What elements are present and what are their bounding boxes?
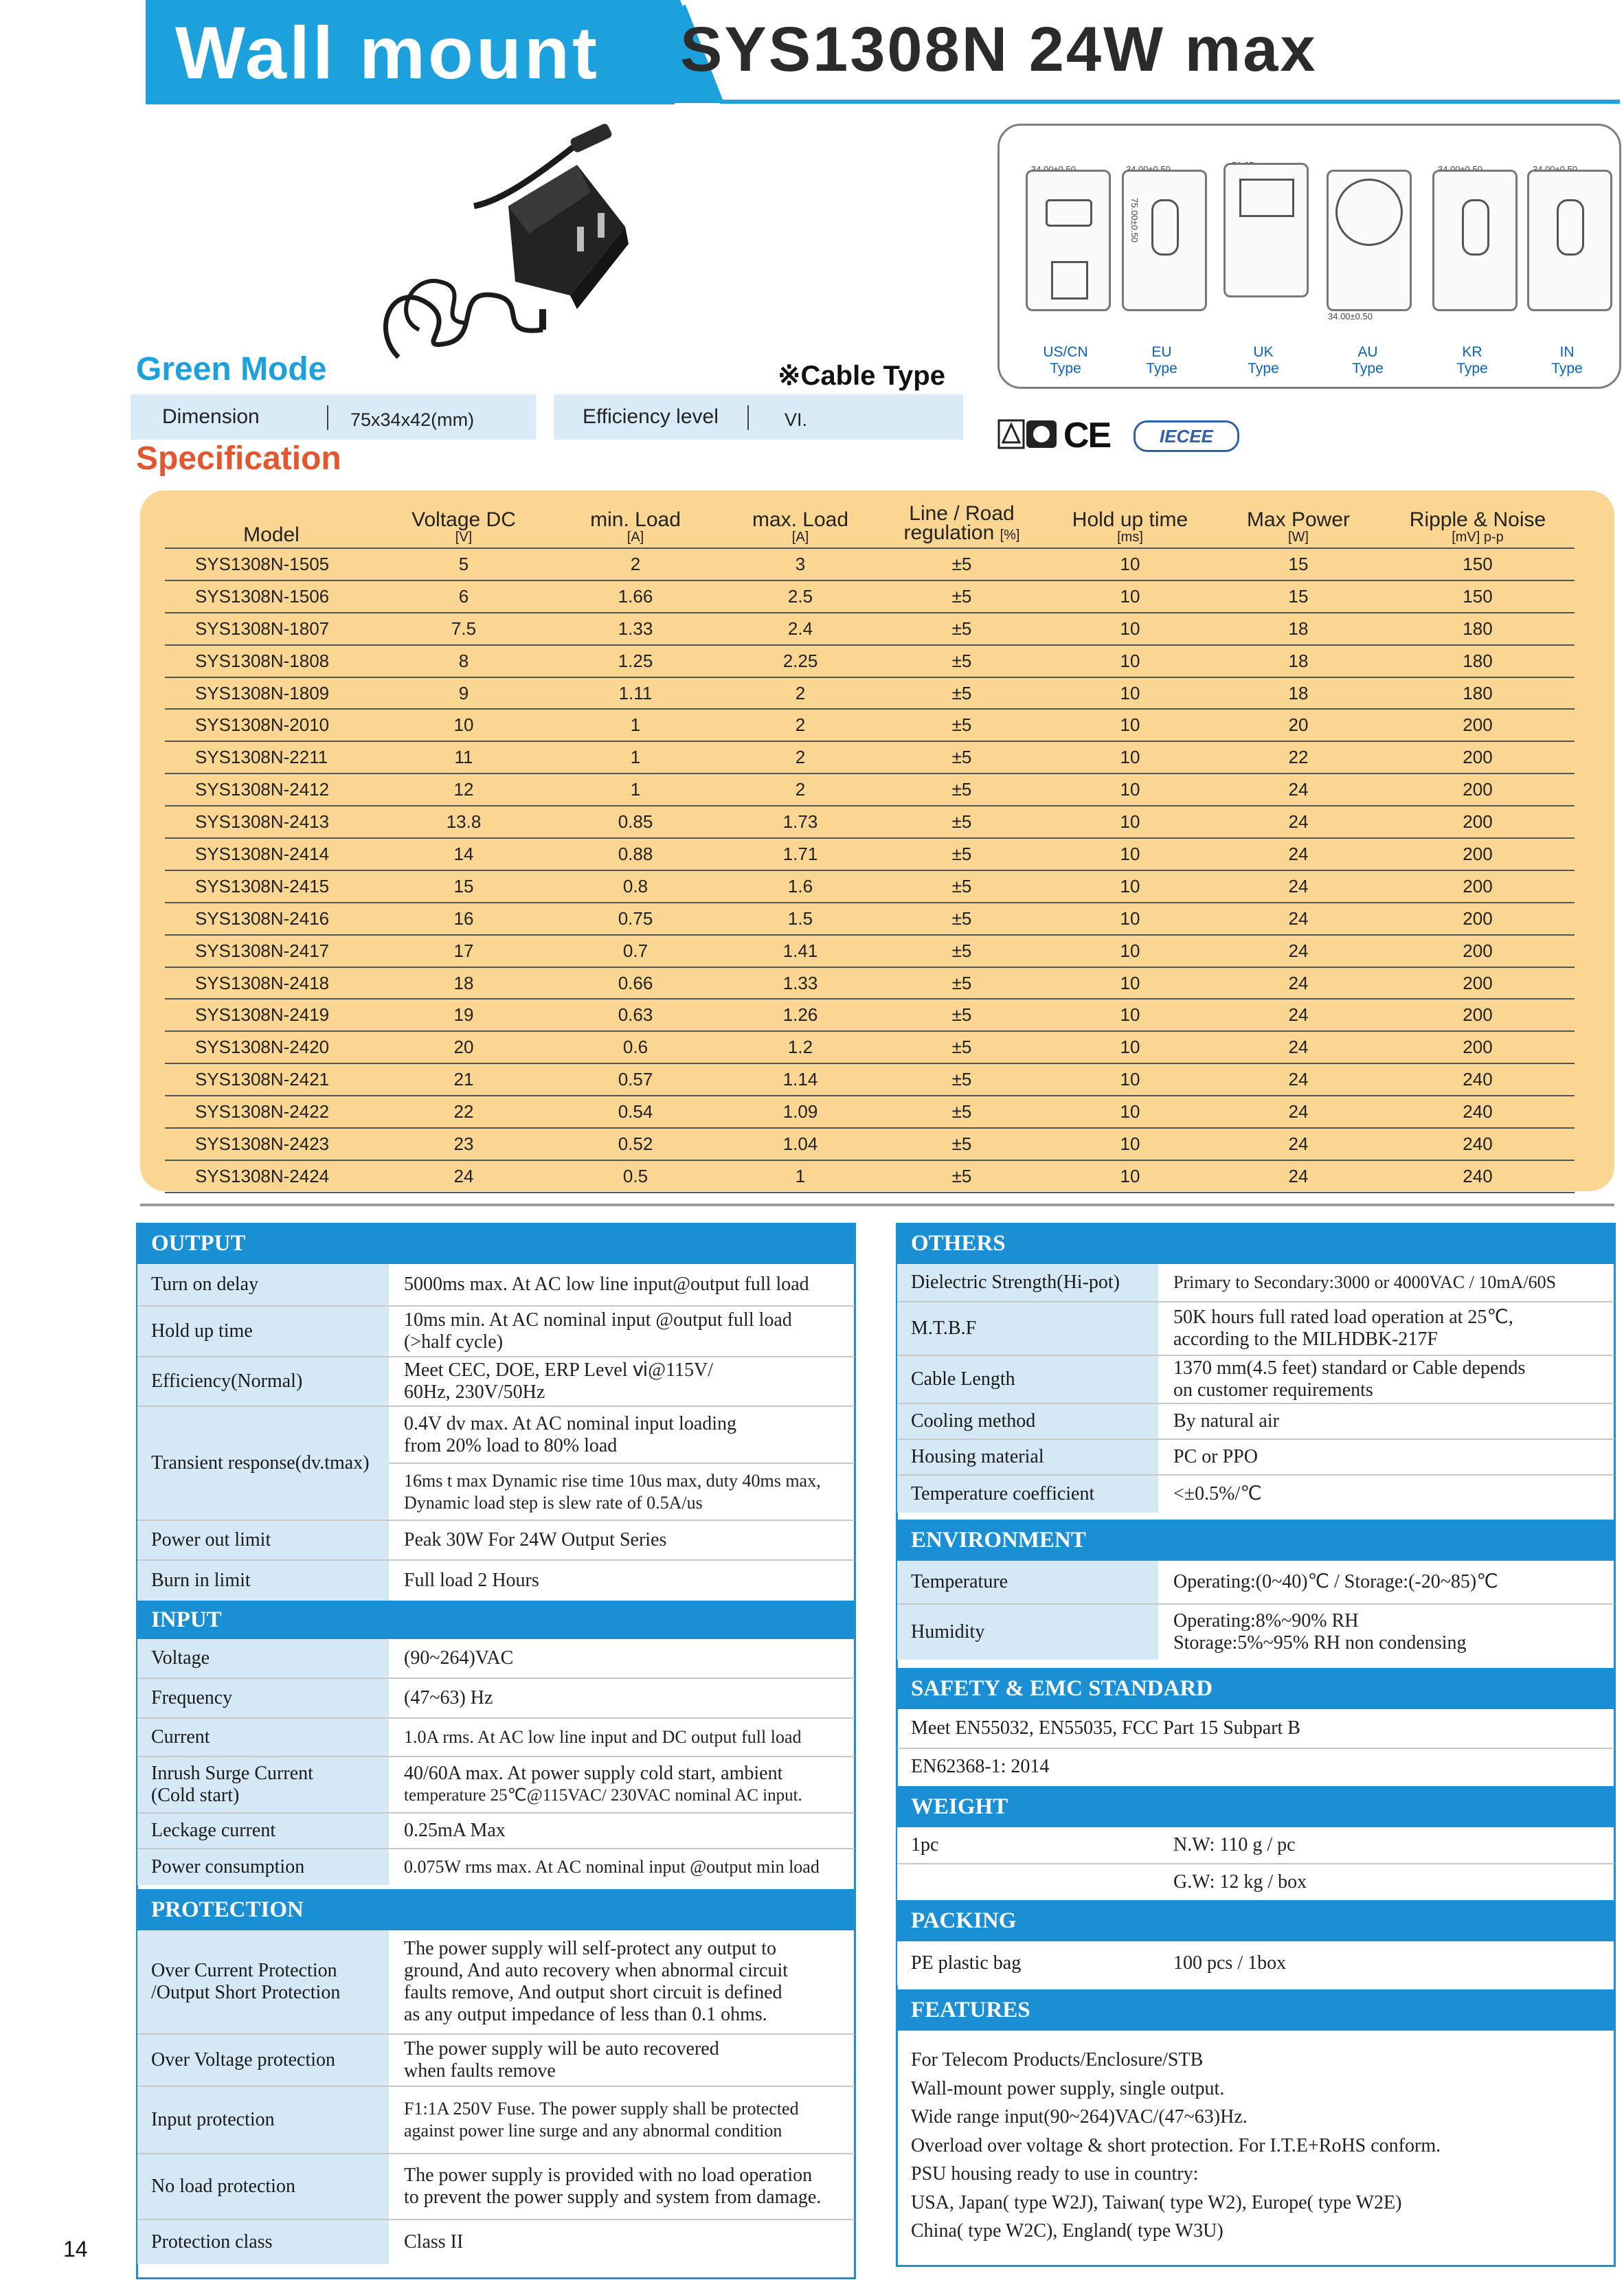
table-cell: 10 bbox=[1044, 774, 1216, 806]
features-section bbox=[897, 1989, 1614, 2246]
table-cell: 200 bbox=[1381, 870, 1575, 903]
table-cell: 200 bbox=[1381, 709, 1575, 741]
table-cell: ±5 bbox=[879, 1063, 1044, 1096]
table-cell: ±5 bbox=[879, 903, 1044, 935]
feature-item: USA, Japan( type W2J), Taiwan( type W2), Europe( type W2E) bbox=[911, 2191, 1402, 2213]
dimension-label: Dimension bbox=[162, 405, 260, 428]
table-cell: 0.88 bbox=[550, 838, 721, 870]
feature-item: China( type W2C), England( type W3U) bbox=[911, 2220, 1223, 2242]
table-row: Protection class Class II bbox=[137, 2220, 855, 2264]
table-cell: 13.8 bbox=[378, 806, 550, 838]
environment-heading: ENVIRONMENT bbox=[897, 1520, 1614, 1561]
table-row: Temperature coefficient <±0.5%/℃ bbox=[897, 1476, 1614, 1513]
table-row bbox=[165, 709, 1575, 741]
table-cell: ±5 bbox=[879, 806, 1044, 838]
table-cell: 24 bbox=[1216, 1160, 1381, 1193]
table-cell: SYS1308N-2422 bbox=[165, 1096, 378, 1128]
output-heading: OUTPUT bbox=[137, 1223, 855, 1264]
table-row bbox=[165, 677, 1575, 710]
specification-table bbox=[165, 500, 1575, 1193]
table-row: Burn in limit Full load 2 Hours bbox=[137, 1561, 855, 1601]
table-row bbox=[165, 774, 1575, 806]
col-header-max-load: max. Load [A] bbox=[721, 500, 879, 548]
plug-label-kr: KR Type bbox=[1456, 344, 1488, 376]
table-row bbox=[165, 1031, 1575, 1063]
table-cell: 0.85 bbox=[550, 806, 721, 838]
table-row: Input protection F1:1A 250V Fuse. The power supply shall be protected against power line surge and any abnormal condition bbox=[137, 2087, 855, 2154]
table-cell: 10 bbox=[1044, 935, 1216, 967]
table-cell: ±5 bbox=[879, 838, 1044, 870]
table-cell: 10 bbox=[378, 709, 550, 741]
table-row: Hold up time 10ms min. At AC nominal input @output full load (>half cycle) bbox=[137, 1307, 855, 1357]
table-row: 1pc N.W: 110 g / pc bbox=[897, 1827, 1614, 1864]
feature-item: For Telecom Products/Enclosure/STB bbox=[911, 2049, 1204, 2070]
table-cell: 7.5 bbox=[378, 613, 550, 645]
table-cell: 24 bbox=[1216, 774, 1381, 806]
table-cell: 24 bbox=[1216, 1031, 1381, 1063]
table-cell: 15 bbox=[1216, 548, 1381, 580]
table-cell: SYS1308N-1809 bbox=[165, 677, 378, 710]
plug-label-us-cn: US/CN Type bbox=[1043, 344, 1088, 376]
table-cell: 23 bbox=[378, 1128, 550, 1160]
table-cell: 10 bbox=[1044, 709, 1216, 741]
table-cell: ±5 bbox=[879, 645, 1044, 677]
safety-section bbox=[897, 1668, 1614, 1785]
table-cell: 20 bbox=[378, 1031, 550, 1063]
table-row: Temperature Operating:(0~40)℃ / Storage:(-20~85)℃ bbox=[897, 1561, 1614, 1605]
us-cn-plug-drawing bbox=[1026, 170, 1111, 311]
table-cell: ±5 bbox=[879, 1160, 1044, 1193]
iecee-logo: IECEE bbox=[1134, 420, 1239, 452]
table-cell: 1 bbox=[721, 1160, 879, 1193]
features-heading: FEATURES bbox=[897, 1989, 1614, 2031]
col-header-max-power: Max Power [W] bbox=[1216, 500, 1381, 548]
table-cell: 200 bbox=[1381, 838, 1575, 870]
weight-heading: WEIGHT bbox=[897, 1786, 1614, 1827]
table-cell: SYS1308N-1808 bbox=[165, 645, 378, 677]
table-cell: 10 bbox=[1044, 1128, 1216, 1160]
table-cell: SYS1308N-1807 bbox=[165, 613, 378, 645]
table-cell: 1.2 bbox=[721, 1031, 879, 1063]
feature-item: Overload over voltage & short protection. For I.T.E+RoHS conform. bbox=[911, 2134, 1441, 2156]
table-cell: 200 bbox=[1381, 967, 1575, 1000]
output-section bbox=[137, 1223, 855, 1601]
table-cell: 1.73 bbox=[721, 806, 879, 838]
table-row: Turn on delay 5000ms max. At AC low line input@output full load bbox=[137, 1264, 855, 1307]
table-cell: 10 bbox=[1044, 1063, 1216, 1096]
table-row: G.W: 12 kg / box bbox=[897, 1864, 1614, 1900]
efficiency-box bbox=[554, 394, 963, 440]
dimension-box bbox=[131, 394, 536, 440]
table-cell: 24 bbox=[1216, 870, 1381, 903]
table-row: M.T.B.F 50K hours full rated load operation at 25℃, according to the MILHDBK-217F bbox=[897, 1302, 1614, 1356]
safety-line: EN62368-1: 2014 bbox=[911, 1756, 1050, 1777]
table-cell: 180 bbox=[1381, 645, 1575, 677]
table-row: Current 1.0A rms. At AC low line input and DC output full load bbox=[137, 1719, 855, 1757]
protection-section bbox=[137, 1889, 855, 2264]
table-cell: 240 bbox=[1381, 1096, 1575, 1128]
table-cell: ±5 bbox=[879, 741, 1044, 774]
page-title: Wall mount bbox=[175, 11, 600, 94]
table-cell: 1.11 bbox=[550, 677, 721, 710]
table-cell: 10 bbox=[1044, 870, 1216, 903]
table-cell: 10 bbox=[1044, 999, 1216, 1031]
table-cell: 24 bbox=[1216, 806, 1381, 838]
table-cell: 18 bbox=[1216, 645, 1381, 677]
table-cell: 150 bbox=[1381, 548, 1575, 580]
table-cell: 1.25 bbox=[550, 645, 721, 677]
table-row bbox=[165, 903, 1575, 935]
table-cell: ±5 bbox=[879, 870, 1044, 903]
uk-plug-drawing bbox=[1223, 163, 1309, 297]
table-cell: 24 bbox=[1216, 1096, 1381, 1128]
table-cell: 1.71 bbox=[721, 838, 879, 870]
table-cell: SYS1308N-2417 bbox=[165, 935, 378, 967]
table-cell: 2 bbox=[550, 548, 721, 580]
col-header-regulation: Line / Road regulation [%] bbox=[879, 500, 1044, 548]
feature-item: Wide range input(90~264)VAC/(47~63)Hz. bbox=[911, 2106, 1248, 2127]
specification-heading: Specification bbox=[136, 440, 341, 477]
table-row: Leckage current 0.25mA Max bbox=[137, 1814, 855, 1849]
table-cell: 18 bbox=[1216, 613, 1381, 645]
table-row: Over Current Protection /Output Short Protection The power supply will self-protect any output to ground, And auto recovery when abnormal circuit faults remove, And output short circuit is defined as any output impedance of less than 0.1 ohms. bbox=[137, 1930, 855, 2035]
plug-label-in: IN Type bbox=[1551, 344, 1583, 376]
table-row: No load protection The power supply is provided with no load operation to prevent the power supply and system from damage. bbox=[137, 2154, 855, 2220]
table-cell: 180 bbox=[1381, 677, 1575, 710]
efficiency-label: Efficiency level bbox=[583, 405, 719, 428]
table-row: Power consumption 0.075W rms max. At AC nominal input @output min load bbox=[137, 1849, 855, 1885]
table-cell: 20 bbox=[1216, 709, 1381, 741]
environment-section bbox=[897, 1520, 1614, 1660]
table-cell: 240 bbox=[1381, 1160, 1575, 1193]
table-cell: 21 bbox=[378, 1063, 550, 1096]
table-cell: SYS1308N-2211 bbox=[165, 741, 378, 774]
table-cell: 24 bbox=[1216, 903, 1381, 935]
table-cell: 0.5 bbox=[550, 1160, 721, 1193]
table-cell: 10 bbox=[1044, 1096, 1216, 1128]
packing-heading: PACKING bbox=[897, 1900, 1614, 1941]
table-cell: SYS1308N-2413 bbox=[165, 806, 378, 838]
table-cell: 3 bbox=[721, 548, 879, 580]
table-cell: 10 bbox=[1044, 1160, 1216, 1193]
table-cell: 240 bbox=[1381, 1063, 1575, 1096]
table-cell: 2.4 bbox=[721, 613, 879, 645]
table-cell: 1.26 bbox=[721, 999, 879, 1031]
au-plug-drawing bbox=[1327, 170, 1412, 311]
table-cell: 2.5 bbox=[721, 580, 879, 613]
table-cell: 1.33 bbox=[550, 613, 721, 645]
col-header-model: Model bbox=[165, 500, 378, 548]
table-cell: 150 bbox=[1381, 580, 1575, 613]
table-row bbox=[165, 645, 1575, 677]
table-cell: 200 bbox=[1381, 774, 1575, 806]
input-heading: INPUT bbox=[137, 1601, 855, 1639]
plug-label-uk: UK Type bbox=[1248, 344, 1279, 376]
table-row bbox=[165, 1160, 1575, 1193]
table-cell: ±5 bbox=[879, 1128, 1044, 1160]
table-cell: SYS1308N-2419 bbox=[165, 999, 378, 1031]
col-header-hold-up: Hold up time [ms] bbox=[1044, 500, 1216, 548]
divider bbox=[747, 405, 749, 430]
in-plug-drawing bbox=[1527, 170, 1612, 311]
model-title: SYS1308N 24W max bbox=[680, 14, 1318, 84]
table-cell: 18 bbox=[378, 967, 550, 1000]
table-cell: 9 bbox=[378, 677, 550, 710]
table-row bbox=[165, 548, 1575, 580]
table-row: Housing material PC or PPO bbox=[897, 1440, 1614, 1476]
adapter-product-image bbox=[371, 124, 632, 385]
table-cell: 24 bbox=[1216, 1128, 1381, 1160]
table-cell: 11 bbox=[378, 741, 550, 774]
table-cell: 10 bbox=[1044, 806, 1216, 838]
table-row bbox=[165, 741, 1575, 774]
table-cell: 10 bbox=[1044, 580, 1216, 613]
efficiency-value: VI. bbox=[785, 409, 808, 430]
table-cell: 10 bbox=[1044, 548, 1216, 580]
packing-section bbox=[897, 1900, 1614, 1985]
plug-label-eu: EU Type bbox=[1146, 344, 1177, 376]
table-cell: SYS1308N-2424 bbox=[165, 1160, 378, 1193]
features-list bbox=[897, 2031, 1614, 2246]
table-cell: SYS1308N-2421 bbox=[165, 1063, 378, 1096]
cable-type-label: ※Cable Type bbox=[778, 361, 945, 391]
feature-item: Wall-mount power supply, single output. bbox=[911, 2077, 1225, 2099]
others-section bbox=[897, 1223, 1614, 1513]
table-row: Transient response(dv.tmax) 0.4V dv max. At AC nominal input loading from 20% load to 80% load 16ms t max Dynamic rise time 10us max, duty 40ms max, Dynamic load step is slew rate of 0.5A/us bbox=[137, 1407, 855, 1521]
table-cell: 24 bbox=[1216, 838, 1381, 870]
table-cell: 0.57 bbox=[550, 1063, 721, 1096]
table-cell: ±5 bbox=[879, 613, 1044, 645]
table-cell: ±5 bbox=[879, 1096, 1044, 1128]
safety-line: Meet EN55032, EN55035, FCC Part 15 Subpart B bbox=[897, 1709, 1614, 1749]
table-cell: SYS1308N-2414 bbox=[165, 838, 378, 870]
table-cell: 200 bbox=[1381, 935, 1575, 967]
table-row bbox=[165, 967, 1575, 1000]
table-cell: 240 bbox=[1381, 1128, 1575, 1160]
table-row bbox=[165, 580, 1575, 613]
table-cell: 12 bbox=[378, 774, 550, 806]
feature-item: PSU housing ready to use in country: bbox=[911, 2163, 1199, 2185]
table-cell: 15 bbox=[378, 870, 550, 903]
table-cell: 10 bbox=[1044, 645, 1216, 677]
plug-dimension: 34.00±0.50 bbox=[1328, 311, 1373, 321]
table-cell: 16 bbox=[378, 903, 550, 935]
divider bbox=[327, 405, 328, 430]
table-cell: 10 bbox=[1044, 741, 1216, 774]
table-row: Over Voltage protection The power supply will be auto recovered when faults remove bbox=[137, 2035, 855, 2087]
table-cell: 10 bbox=[1044, 838, 1216, 870]
table-cell: 10 bbox=[1044, 613, 1216, 645]
table-cell: 18 bbox=[1216, 677, 1381, 710]
plug-label-au: AU Type bbox=[1352, 344, 1384, 376]
table-row bbox=[165, 838, 1575, 870]
table-cell: ±5 bbox=[879, 999, 1044, 1031]
table-cell: 0.66 bbox=[550, 967, 721, 1000]
section-divider bbox=[140, 1204, 1614, 1206]
table-cell: 1.5 bbox=[721, 903, 879, 935]
col-header-min-load: min. Load [A] bbox=[550, 500, 721, 548]
table-cell: 1.66 bbox=[550, 580, 721, 613]
table-row bbox=[165, 935, 1575, 967]
table-row bbox=[165, 1128, 1575, 1160]
table-cell: 1.6 bbox=[721, 870, 879, 903]
kr-plug-drawing bbox=[1432, 170, 1518, 311]
table-cell: ±5 bbox=[879, 967, 1044, 1000]
table-cell: 15 bbox=[1216, 580, 1381, 613]
table-cell: 10 bbox=[1044, 903, 1216, 935]
table-cell: 24 bbox=[1216, 1063, 1381, 1096]
table-cell: 200 bbox=[1381, 999, 1575, 1031]
table-cell: 200 bbox=[1381, 1031, 1575, 1063]
table-cell: ±5 bbox=[879, 548, 1044, 580]
table-cell: 24 bbox=[378, 1160, 550, 1193]
table-row: Inrush Surge Current (Cold start) 40/60A max. At power supply cold start, ambient temperature 25℃@115VAC/ 230VAC nominal AC input. bbox=[137, 1757, 855, 1814]
table-cell: ±5 bbox=[879, 935, 1044, 967]
table-cell: 0.63 bbox=[550, 999, 721, 1031]
specification-panel bbox=[140, 490, 1614, 1191]
table-cell: 10 bbox=[1044, 967, 1216, 1000]
table-row bbox=[165, 613, 1575, 645]
table-cell: 2.25 bbox=[721, 645, 879, 677]
input-section bbox=[137, 1601, 855, 1885]
table-row: Cooling method By natural air bbox=[897, 1404, 1614, 1440]
table-cell: SYS1308N-1506 bbox=[165, 580, 378, 613]
table-cell: 22 bbox=[1216, 741, 1381, 774]
table-cell: 1.04 bbox=[721, 1128, 879, 1160]
table-cell: 200 bbox=[1381, 903, 1575, 935]
table-cell: 0.6 bbox=[550, 1031, 721, 1063]
table-cell: 24 bbox=[1216, 999, 1381, 1031]
weight-section bbox=[897, 1786, 1614, 1900]
table-cell: 24 bbox=[1216, 935, 1381, 967]
table-cell: 0.54 bbox=[550, 1096, 721, 1128]
table-cell: 1 bbox=[550, 741, 721, 774]
table-cell: 2 bbox=[721, 677, 879, 710]
table-cell: ±5 bbox=[879, 709, 1044, 741]
table-row: Power out limit Peak 30W For 24W Output Series bbox=[137, 1521, 855, 1561]
table-cell: 1.14 bbox=[721, 1063, 879, 1096]
green-mode-heading: Green Mode bbox=[136, 351, 327, 387]
table-cell: 2 bbox=[721, 741, 879, 774]
col-header-voltage: Voltage DC [V] bbox=[378, 500, 550, 548]
table-cell: 14 bbox=[378, 838, 550, 870]
table-cell: 8 bbox=[378, 645, 550, 677]
table-cell: 0.8 bbox=[550, 870, 721, 903]
table-cell: SYS1308N-2420 bbox=[165, 1031, 378, 1063]
plug-height-dimension: 75.00±0.50 bbox=[1129, 198, 1140, 242]
table-cell: 10 bbox=[1044, 1031, 1216, 1063]
table-cell: ±5 bbox=[879, 677, 1044, 710]
ce-mark: CE bbox=[1063, 416, 1111, 455]
table-cell: 1.41 bbox=[721, 935, 879, 967]
table-row: Cable Length 1370 mm(4.5 feet) standard or Cable depends on customer requirements bbox=[897, 1356, 1614, 1404]
others-heading: OTHERS bbox=[897, 1223, 1614, 1264]
table-row bbox=[165, 870, 1575, 903]
table-row: Frequency (47~63) Hz bbox=[137, 1679, 855, 1719]
table-cell: 200 bbox=[1381, 806, 1575, 838]
table-row: Efficiency(Normal) Meet CEC, DOE, ERP Level ⅵ@115V/ 60Hz, 230V/50Hz bbox=[137, 1357, 855, 1407]
table-cell: 180 bbox=[1381, 613, 1575, 645]
table-cell: ±5 bbox=[879, 1031, 1044, 1063]
table-cell: 17 bbox=[378, 935, 550, 967]
table-cell: 0.52 bbox=[550, 1128, 721, 1160]
table-cell: 2 bbox=[721, 709, 879, 741]
table-cell: 5 bbox=[378, 548, 550, 580]
table-row: Voltage (90~264)VAC bbox=[137, 1639, 855, 1679]
safety-heading: SAFETY & EMC STANDARD bbox=[897, 1668, 1614, 1709]
table-row bbox=[165, 1063, 1575, 1096]
table-cell: 22 bbox=[378, 1096, 550, 1128]
table-row: Humidity Operating:8%~90% RH Storage:5%~95% RH non condensing bbox=[897, 1605, 1614, 1660]
table-cell: ±5 bbox=[879, 774, 1044, 806]
table-cell: 2 bbox=[721, 774, 879, 806]
table-cell: 1 bbox=[550, 774, 721, 806]
table-row: Dielectric Strength(Hi-pot) Primary to Secondary:3000 or 4000VAC / 10mA/60S bbox=[897, 1264, 1614, 1302]
table-row: PE plastic bag 100 pcs / 1box bbox=[897, 1941, 1614, 1985]
table-cell: SYS1308N-2418 bbox=[165, 967, 378, 1000]
table-cell: 0.75 bbox=[550, 903, 721, 935]
table-cell: 200 bbox=[1381, 741, 1575, 774]
table-cell: ±5 bbox=[879, 580, 1044, 613]
table-cell: 24 bbox=[1216, 967, 1381, 1000]
table-cell: 1.33 bbox=[721, 967, 879, 1000]
table-cell: SYS1308N-2010 bbox=[165, 709, 378, 741]
page-number: 14 bbox=[63, 2237, 88, 2261]
plug-types-panel bbox=[997, 124, 1621, 389]
table-row bbox=[165, 806, 1575, 838]
table-cell: 19 bbox=[378, 999, 550, 1031]
table-cell: SYS1308N-2415 bbox=[165, 870, 378, 903]
protection-heading: PROTECTION bbox=[137, 1889, 855, 1930]
table-cell: SYS1308N-2423 bbox=[165, 1128, 378, 1160]
table-cell: 1 bbox=[550, 709, 721, 741]
table-cell: 0.7 bbox=[550, 935, 721, 967]
table-header-row bbox=[165, 500, 1575, 548]
table-cell: 10 bbox=[1044, 677, 1216, 710]
table-cell: SYS1308N-2416 bbox=[165, 903, 378, 935]
col-header-ripple: Ripple & Noise [mV] p-p bbox=[1381, 500, 1575, 548]
table-row bbox=[165, 1096, 1575, 1128]
table-cell: SYS1308N-2412 bbox=[165, 774, 378, 806]
table-cell: SYS1308N-1505 bbox=[165, 548, 378, 580]
table-row bbox=[165, 999, 1575, 1031]
table-cell: 1.09 bbox=[721, 1096, 879, 1128]
table-cell: 6 bbox=[378, 580, 550, 613]
dimension-value: 75x34x42(mm) bbox=[350, 409, 475, 430]
